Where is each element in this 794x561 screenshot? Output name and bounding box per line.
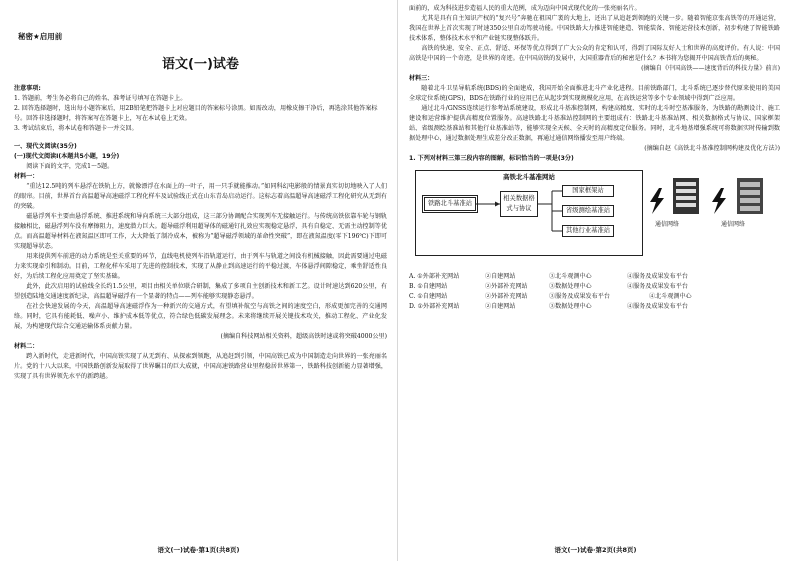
subsection-heading: (一)现代文阅读Ⅰ(本题共5小题，19分): [14, 153, 120, 160]
paragraph: 面前的，成为科技进步造福人民的重大范例，成为迈向中国式现代化的一张亮丽名片。: [409, 5, 641, 12]
network-label: 通信网络: [655, 221, 680, 228]
secret-label: 秘密★启用前: [18, 32, 63, 41]
right-page: [397, 0, 794, 561]
paragraph: “重达12.5吨的列车悬浮在铁轨上方，就像漂浮在水面上的一叶子，用一只手就能推动。”如同科幻电影般的情景真实切切地映入了人们的眼帘。目前，世界首台高温超导高速磁浮工程化样车及试验线正式在山东青岛启动运行。这标志着高温超导高速磁浮工程化研究从无到有的突破。: [14, 183, 387, 210]
source-note: (摘编自赵《高铁北斗基准控制网构建及优化方法》): [644, 145, 780, 152]
diagram-box-3: 国家框架站: [562, 185, 614, 197]
paragraph: 通过北斗/GNSS连续运行参考站系统建设，形成北斗基准控制网，构建高精度、实时的北斗时空基准服务，为铁路的勘测设计、施工建设和运营维护提供高精度位置服务。高速铁路北斗基准站控制网的主要组成有：铁路北斗基准站网、相关数据格式与协议、国家框架站、省级测绘基准站和其他行业基准站等，能够实现全天候、全天时的高精度定位服务。同时，北斗地基增强系统可将数据实时传输到数据处理中心，通过数据处理生成差分改正数据，再通过通信网络播发至用户终端。: [409, 105, 780, 142]
page-footer: 语文(一)试卷·第2页(共8页): [554, 546, 637, 554]
paragraph: 尤其是具有自主知识产权的“复兴号”奔驰在祖国广袤的大地上，还出了从追赶到领跑的关键一步。随着智能京张高铁等的开通运营，我国在世界上首次实现了时速350公里自动驾驶功能。中国铁路大力推进智能建造、智能装备、智能运营技术创新，初步构建了智能铁路技术体系，整体技术水平和产业链实现整体跃升。: [409, 15, 780, 42]
server-icon: [671, 176, 701, 216]
material-label: 材料三：: [409, 75, 434, 82]
instruction: 阅读下面的文字，完成1～5题。: [26, 163, 114, 170]
option-a[interactable]: A. ①外部补充网站 ②自建网站 ③北斗观测中心 ④服务及成果发布平台: [409, 273, 688, 280]
diagram-connectors: [416, 171, 644, 257]
note-item: 2. 回答选择题时，选出每小题答案后，用2B铅笔把答题卡上对应题目的答案标号涂黑。如需改动，用橡皮擦干净后，再选涂其他答案标号。回答非选择题时，将答案写在答题卡上，写在本试卷上无效。: [14, 105, 378, 122]
paragraph: 跨入新时代，走进新时代，中国高铁实现了从无到有、从探索到领跑，从追赶到引领，中国高铁已成为中国制造走向世界的一张亮丽名片。党的十八大以来，中国铁路创新发展取得了世界瞩目的巨大成就，中国高速铁路营业里程稳居世界第一，铁路科技创新能力显著增强，实现了具有世界领先水平的新跨越。: [14, 353, 387, 380]
answer-options: [409, 272, 780, 312]
paragraph: 高铁的快速、安全、正点、舒适、环保等优点得到了广大公众的肯定和认可，得到了国际友好人士和世界的高度评价。有人说：中国高铁是中国的一个奇迹，是世界的奇迹。在中国高铁的发展中，大国重器背后的秘密是什么？本书将为您揭开中国高铁背后的奥秘。: [409, 45, 780, 62]
paragraph: 在社会快速发展的今天，高温超导高速磁浮作为一种新兴的交通方式，有望填补航空与高铁之间的速度空白，形成更加完善的交通网络。同时，它具有能耗低、噪声小、维护成本低等优点，符合绿色低碳发展理念。未来将继续开展关键技术攻关，推动工程化、产业化发展，为构建现代综合交通运输体系贡献力量。: [14, 303, 387, 330]
option-b[interactable]: B. ①自建网站 ②外部补充网站 ③数据处理中心 ④服务及成果发布平台: [409, 283, 688, 290]
paragraph: 磁悬浮列车主要由悬浮系统、推进系统和导向系统三大部分组成，这三部分协调配合实现列车无接触运行。与传统高铁依靠车轮与钢轨接触相比，磁悬浮列车没有摩擦阻力，速度潜力巨大。超导磁浮利用超导体的磁通钉扎效应实现稳定悬浮，具有自稳定、无需主动控制等优点。而高温超导材料在液氮温区即可工作，大大降低了制冷成本，被称为“超导磁浮领域的革命性突破”，即在液氮温度(零下196℃)下即可实现超导状态。: [14, 213, 387, 250]
network-diagram: [409, 168, 780, 266]
lightning-icon: [647, 188, 667, 214]
lightning-icon: [709, 188, 729, 214]
paragraph: 此外，此次启用的试验线全长约1.5公里，项目由相关单位联合研制，集成了多项自主创新技术和新工艺。设计时速达到620公里，有望创造陆地交通速度新纪录，高温超导磁浮有一个显著的特点——列车能够实现静态悬浮。: [14, 283, 387, 300]
diagram-box-2: 相关数据格式与协议: [500, 191, 538, 217]
question-stem: 1. 下列对材料三第三段内容的图解，标识恰当的一项是(3分): [409, 155, 574, 162]
notes-title: 注意事项:: [14, 85, 41, 92]
system-title: 高铁北斗基准网站: [503, 173, 555, 181]
paragraph: 随着北斗卫星导航系统(BDS)的全面建成，我国开始全面推进北斗产业化进程。目前铁路部门，北斗系统已逐步替代原来使用的美国全球定位系统(GPS)，BDS在铁路行业的应用已在从起步到实现规模化应用，在高铁运营等多个专业领域中得到广泛应用。: [409, 85, 780, 102]
exam-title: 语文(一)试卷: [162, 57, 239, 72]
section-heading: 一、现代文阅读(35分): [14, 143, 77, 150]
material-label: 材料一：: [14, 173, 39, 180]
paragraph: 用来提供列车前进的动力系统是至关重要的环节，直线电机使列车沿轨道运行，由于列车与轨道之间没有机械接触，因此需要通过电磁力来实现牵引和制动。目前，工程化样车采用了先进的控制技术，实现了从静止到高速运行的平稳过渡，车体悬浮间隙稳定，乘坐舒适性良好，为后续工程化应用奠定了坚实基础。: [14, 253, 387, 280]
system-frame: [415, 170, 643, 256]
note-item: 3. 考试结束后，将本试卷和答题卡一并交回。: [14, 125, 138, 132]
option-d[interactable]: D. ①外部补充网站 ②自建网站 ③数据处理中心 ④服务及成果发布平台: [409, 303, 688, 310]
diagram-box-4: 省级测绘基准站: [562, 205, 614, 217]
source-note: (摘编自《中国高铁——速度背后的科技力量》前言): [641, 65, 780, 72]
page-footer: 语文(一)试卷·第1页(共8页): [157, 546, 240, 554]
material-label: 材料二：: [14, 343, 39, 350]
diagram-box-5: 其他行业基准站: [562, 225, 614, 237]
option-c[interactable]: C. ①自建网站 ②外部补充网站 ③服务及成果发布平台 ④北斗观测中心: [409, 293, 692, 300]
note-item: 1. 答题前，考生务必将自己的姓名、准考证号填写在答题卡上。: [14, 95, 187, 102]
server-icon: [735, 176, 765, 216]
source-note: (摘编自科技网站相关资料，超级高铁时速或将突破4000公里): [220, 333, 387, 340]
network-label: 通信网络: [721, 221, 746, 228]
diagram-box-1: 铁路北斗基准站: [424, 197, 476, 211]
